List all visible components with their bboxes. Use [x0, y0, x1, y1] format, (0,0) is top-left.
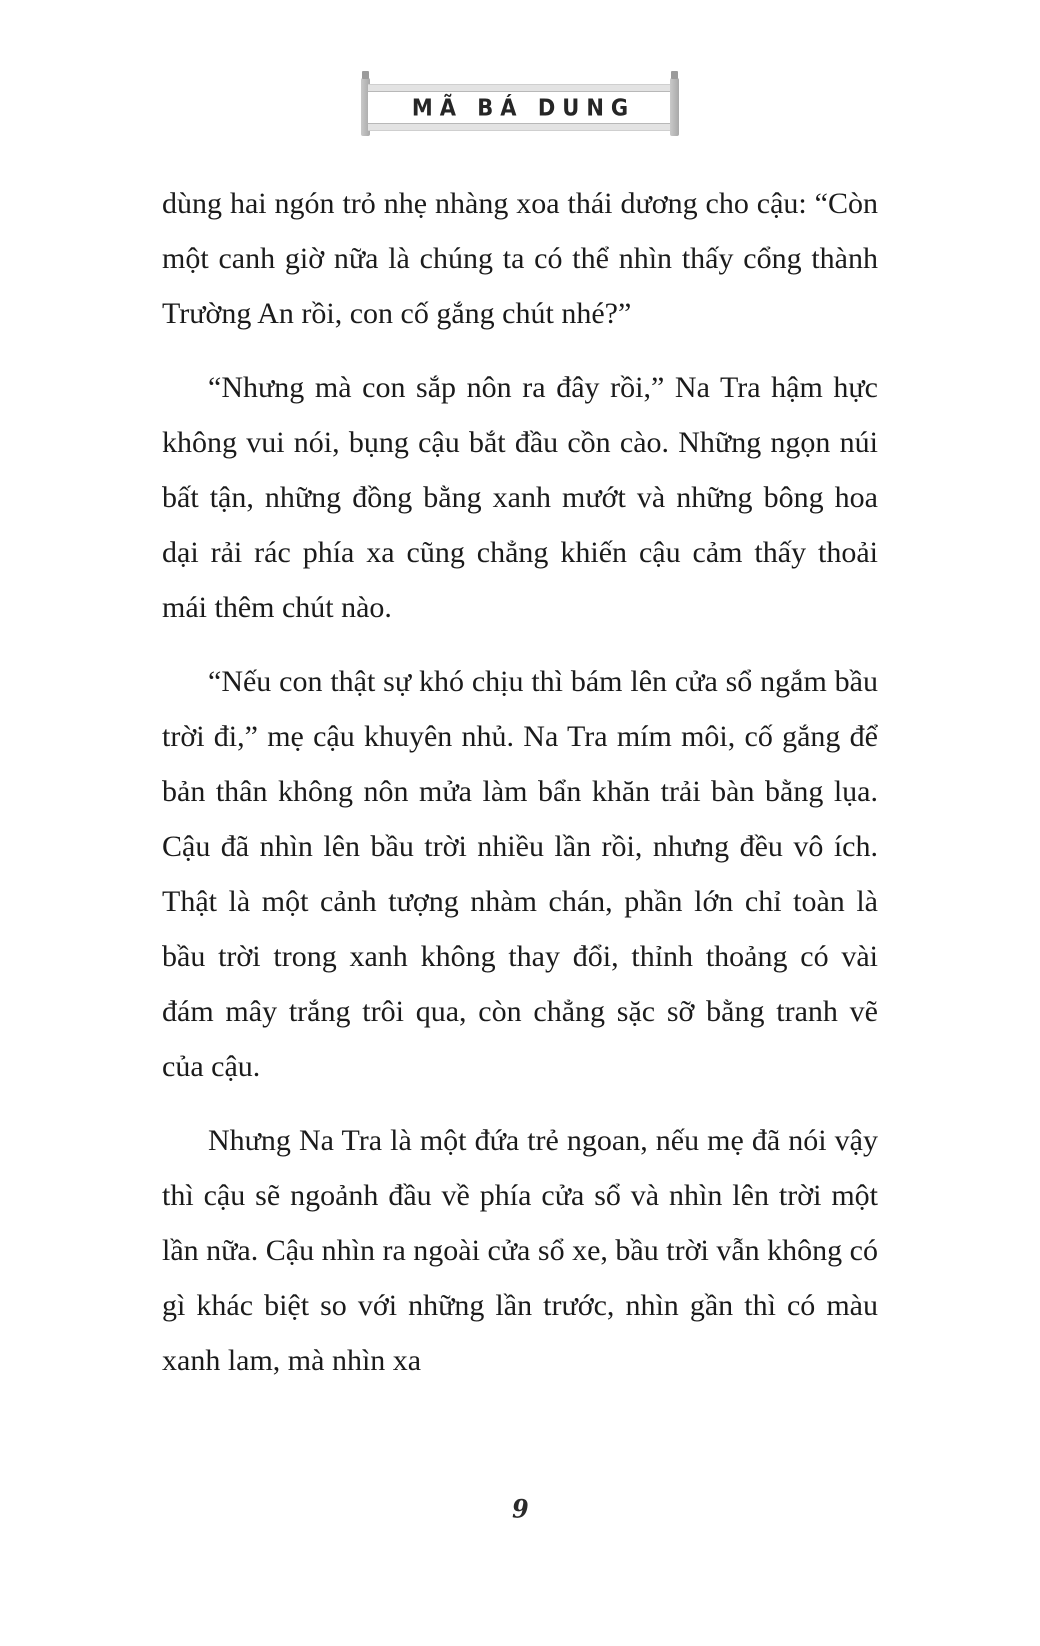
paragraph: “Nếu con thật sự khó chịu thì bám lên cửa sổ ngắm bầu trời đi,” mẹ cậu khuyên nhủ. Na Tra mím môi, cố gắng để bản thân không nôn mửa làm bẩn khăn trải bàn bằng lụa. Cậu đã nhìn lên bầu trời nhiều lần rồi, nhưng đều vô ích. Thật là một cảnh tượng nhàm chán, phần lớn chỉ toàn là bầu trời trong xanh không thay đổi, thỉnh thoảng có vài đám mây trắng trôi qua, còn chẳng sặc sỡ bằng tranh vẽ của cậu.	[162, 665, 878, 1083]
banner-rod-right-icon	[670, 78, 679, 136]
page-number: 9	[508, 1493, 532, 1524]
paragraph: “Nhưng mà con sắp nôn ra đây rồi,” Na Tra hậm hực không vui nói, bụng cậu bắt đầu cồn cào. Những ngọn núi bất tận, những đồng bằng xanh mướt và những bông hoa dại rải rác phía xa cũng chẳng khiến cậu cảm thấy thoải mái thêm chút nào.	[162, 371, 878, 624]
author-name: MÃ BÁ DUNG	[411, 94, 636, 121]
running-header	[0, 76, 1040, 134]
paragraph: dùng hai ngón trỏ nhẹ nhàng xoa thái dương cho cậu: “Còn một canh giờ nữa là chúng ta có thể nhìn thấy cổng thành Trường An rồi, con cố gắng chút nhé?”	[162, 187, 878, 330]
page-footer	[0, 1494, 1040, 1523]
author-banner-plate	[368, 85, 672, 130]
paragraph: Nhưng Na Tra là một đứa trẻ ngoan, nếu mẹ đã nói vậy thì cậu sẽ ngoảnh đầu về phía cửa sổ và nhìn lên trời một lần nữa. Cậu nhìn ra ngoài cửa sổ xe, bầu trời vẫn không có gì khác biệt so với những lần trước, nhìn gần thì có màu xanh lam, mà nhìn xa	[162, 1124, 878, 1377]
author-banner	[361, 76, 679, 134]
page-body	[162, 176, 878, 1388]
